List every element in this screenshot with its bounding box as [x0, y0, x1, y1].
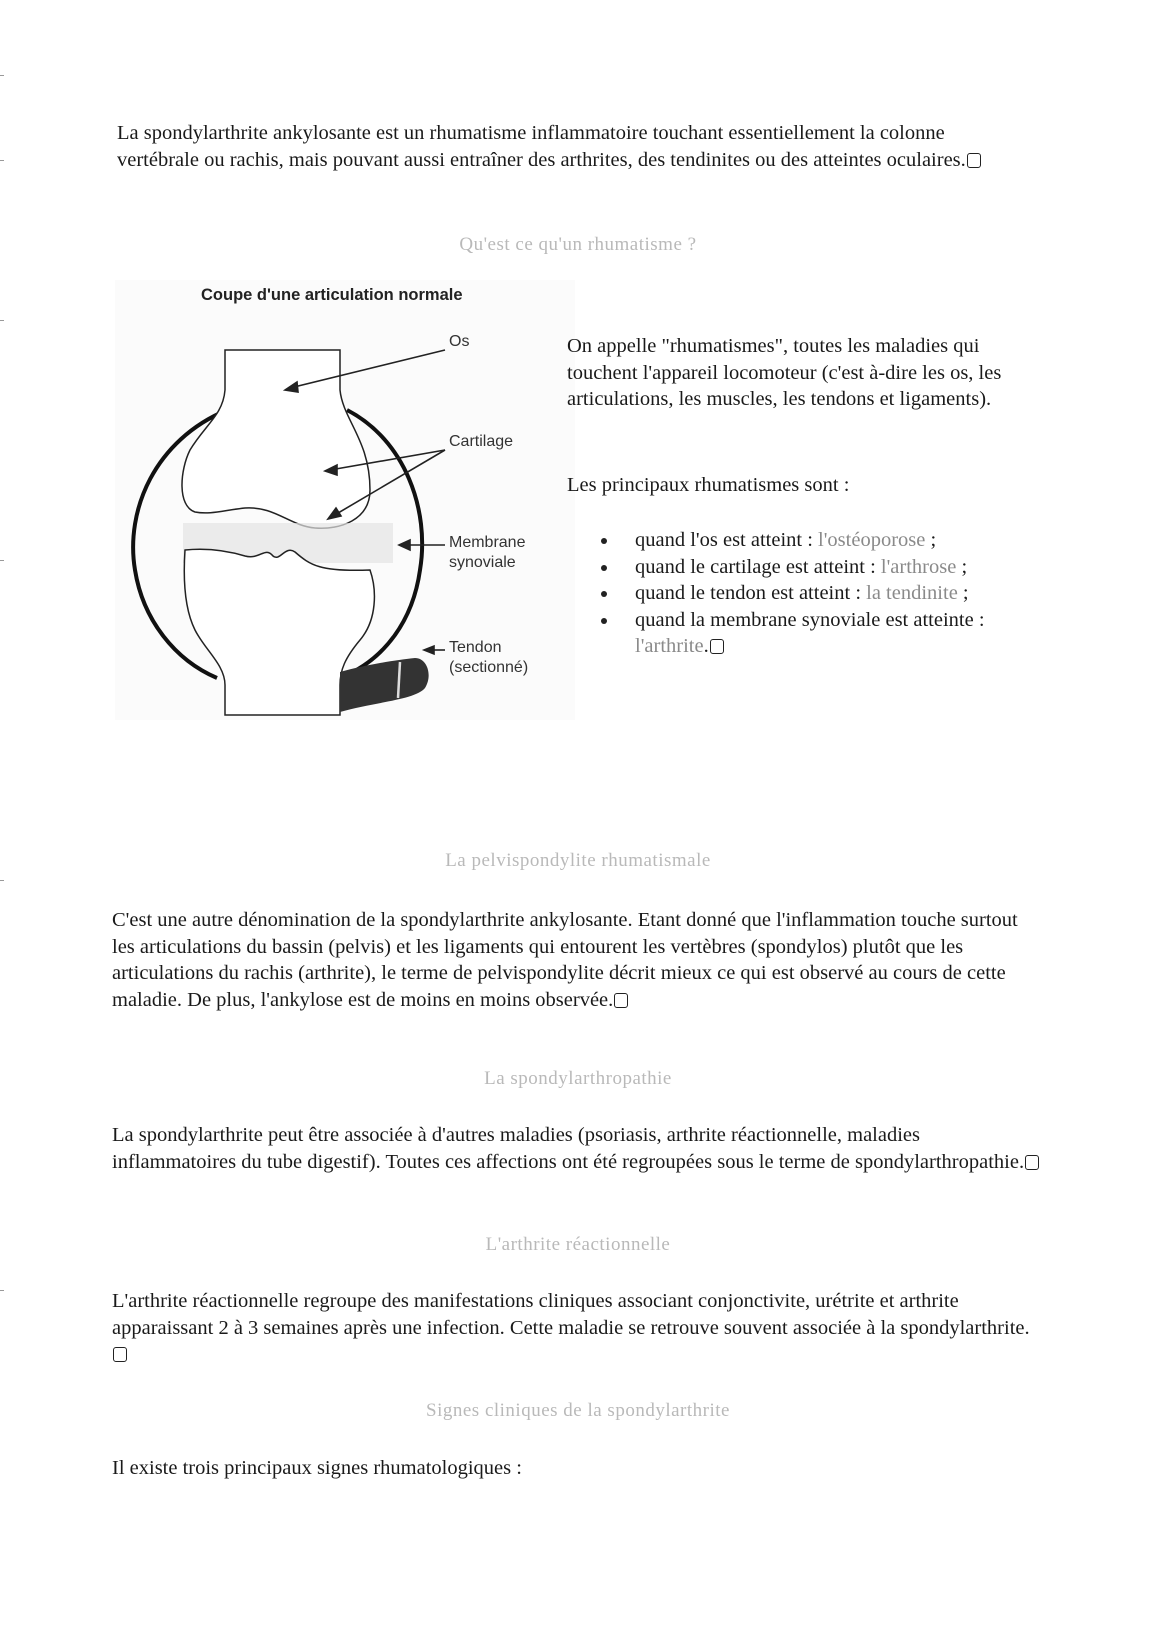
footnote-box-icon	[614, 993, 628, 1008]
scan-edge-mark	[0, 75, 4, 76]
footnote-box-icon	[113, 1347, 127, 1362]
footnote-box-icon	[1025, 1155, 1039, 1170]
rhumatisme-list	[597, 527, 1017, 660]
scan-edge-mark	[0, 880, 4, 881]
label-tendon: Tendon (sectionné)	[449, 639, 529, 676]
footnote-box-icon	[710, 639, 724, 654]
scan-edge-mark	[0, 160, 4, 161]
list-item-arthrose: quand le cartilage est atteint : l'arthrose ;	[597, 554, 1017, 581]
link-arthrite[interactable]: l'arthrite	[635, 635, 704, 657]
label-cartilage: Cartilage	[449, 433, 514, 450]
rhumatisme-definition: On appelle "rhumatismes", toutes les maladies qui touchent l'appareil locomoteur (c'est à-dire les os, les articulations, les muscles, les tendons et ligaments).	[567, 335, 1002, 410]
intro-paragraph: La spondylarthrite ankylosante est un rhumatisme inflammatoire touchant essentiellement la colonne vertébrale ou rachis, mais pouvant aussi entraîner des arthrites, des tendinites ou des atteintes oculaires.	[117, 120, 1017, 173]
section-heading-rhumatisme: Qu'est ce qu'un rhumatisme ?	[459, 234, 697, 255]
list-item-tendinite: quand le tendon est atteint : la tendinite ;	[597, 580, 1017, 607]
footnote-box-icon	[967, 153, 981, 168]
link-arthrose[interactable]: l'arthrose	[880, 555, 957, 578]
arthrite-reactionnelle-paragraph: L'arthrite réactionnelle regroupe des manifestations cliniques associant conjonctivite, urétrite et arthrite apparaissant 2 à 3 semaines après une infection. Cette maladie se retrouve souvent associée à la spondylarthrite.	[112, 1288, 1042, 1368]
label-membrane-synoviale: Membrane synoviale	[449, 534, 526, 571]
label-os: Os	[449, 333, 470, 350]
list-item-arthrite: quand la membrane synoviale est atteinte : l'arthrite.	[597, 607, 1017, 660]
link-osteoporose[interactable]: l'ostéoporose	[818, 529, 926, 551]
list-item-osteoporose: quand l'os est atteint : l'ostéoporose ;	[597, 527, 1017, 554]
figure-title: Coupe d'une articulation normale	[201, 286, 463, 304]
scan-edge-mark	[0, 560, 4, 561]
joint-diagram	[115, 280, 575, 720]
section-heading-arthrite-reactionnelle: L'arthrite réactionnelle	[485, 1234, 671, 1255]
pelvispondylite-paragraph: C'est une autre dénomination de la spondylarthrite ankylosante. Etant donné que l'inflammation touche surtout les articulations du bassin (pelvis) et les ligaments qui entourent les vertèbres (spondylos) plutôt que les articulations du rachis (arthrite), le terme de pelvispondylite décrit mieux ce qui est observé au cours de cette maladie. De plus, l'ankylose est de moins en moins observée.	[112, 909, 1018, 1011]
section-heading-pelvispondylite: La pelvispondylite rhumatismale	[445, 850, 711, 871]
scan-edge-mark	[0, 1290, 4, 1291]
signes-cliniques-paragraph: Il existe trois principaux signes rhumatologiques :	[112, 1457, 522, 1479]
link-tendinite[interactable]: la tendinite	[866, 582, 958, 604]
scan-edge-mark	[0, 320, 4, 321]
section-heading-signes-cliniques: Signes cliniques de la spondylarthrite	[426, 1400, 730, 1421]
section-heading-spondylarthropathie: La spondylarthropathie	[484, 1068, 672, 1089]
spondylarthropathie-paragraph: La spondylarthrite peut être associée à d'autres maladies (psoriasis, arthrite réactionnelle, maladies inflammatoires du tube digestif). Toutes ces affections ont été regroupées sous le terme de spondylarthropathie.	[112, 1122, 1042, 1175]
rhumatisme-list-intro: Les principaux rhumatismes sont :	[567, 474, 850, 496]
